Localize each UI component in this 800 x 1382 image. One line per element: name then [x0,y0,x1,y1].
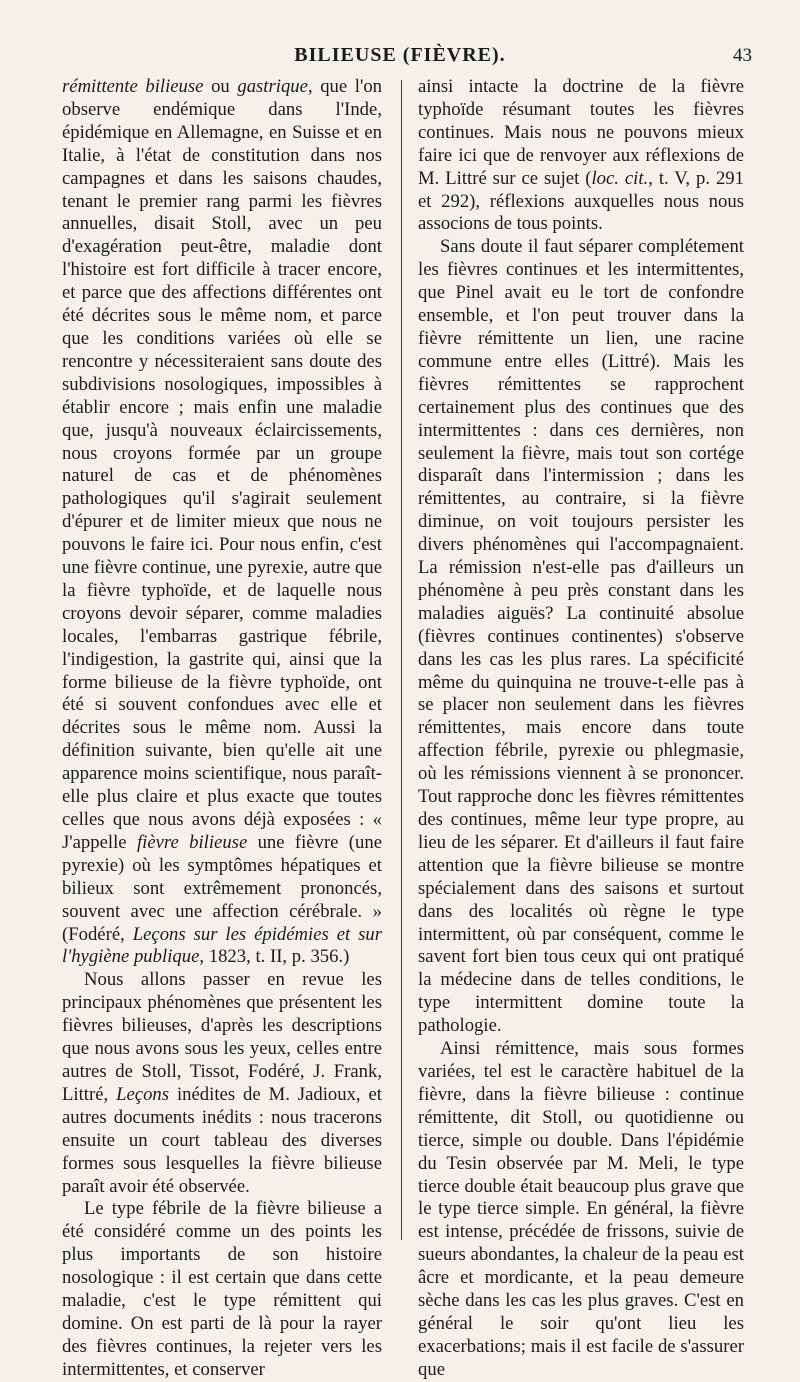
text-run: inédites de M. Jadioux, et autres documents inédits : nous tracerons ensuite un court tableau des diverses formes sous lesquelles la fièvre bilieuse paraît avoir été observée. [62,1083,382,1197]
italic-term: Leçons [116,1083,170,1105]
paragraph: Sans doute il faut séparer complétement les fièvres continues et les intermittentes, que Pinel avait eu le tort de confondre ensemble, et l'on peut trouver dans la fièvre rémittente un lien, une racine commune entre elles (Littré). Mais les fièvres rémittentes se rapprochent certainement plus des continues que des intermittentes : dans ces dernières, non seulement la fièvre, mais tout son cortége disparaît dans l'intermission ; dans les rémittentes, au contraire, si la fièvre diminue, on voit toujours persister les divers phénomènes qui l'accompagnaient. La rémission n'est-elle pas d'ailleurs un phénomène à peu près constant dans les maladies aiguës? La continuité absolue (fièvres continues continentes) s'observe dans les cas les plus rares. La spécificité même du quinquina ne trouve-t-elle pas à se placer non seulement dans les fièvres rémittentes, mais encore dans toute affection fébrile, pyrexie ou phlegmasie, où les rémissions viennent à se prononcer. Tout rapproche donc les fièvres rémittentes des continues, même leur type propre, au lieu de les séparer. Et d'ailleurs il faut faire attention que la fièvre bilieuse se montre spécialement dans des saisons et surtout dans des localités où règne le type intermittent, où par conséquent, comme le savent fort bien tous ceux qui ont pratiqué la médecine dans de telles conditions, le type intermittent domine toute la pathologie. [418,236,744,1037]
italic-citation: Leçons sur les épidémies et sur l'hygiène publique [62,923,382,968]
paragraph [62,969,382,1198]
italic-term: rémittente bilieuse [62,76,204,97]
paragraph [62,76,382,969]
running-header [0,44,800,74]
text-run: une fièvre (une pyrexie) où les symptômes hépatiques et bilieux sont extrêmement prononcés, souvent avec une affection cérébrale. » (Fodéré, [62,831,382,945]
text-run: , 1823, t. II, p. 356.) [199,946,350,968]
page-number: 43 [733,45,752,66]
text-run: ainsi intacte la doctrine de la fièvre typhoïde résumant toutes les fièvres continues. Mais nous ne pouvons mieux faire ici que de renvoyer aux réflexions de M. Littré sur ce sujet ( [418,76,744,189]
italic-citation: loc. cit. [591,167,649,189]
italic-term: gastrique [237,76,308,97]
paragraph: Ainsi rémittence, mais sous formes variées, tel est le caractère habituel de la fièvre, dans la fièvre bilieuse : continue rémittente, dit Stoll, ou quotidienne ou tierce, simple ou double. Dans l'épidémie du Tesin observée par M. Meli, le type tierce double était beaucoup plus grave que le type tierce simple. En général, la fièvre est intense, précédée de frissons, suivie de sueurs abondantes, la chaleur de la peau est âcre et mordicante, et la peau demeure sèche dans les cas les plus graves. C'est en général le soir qu'ont lieu les exacerbations; mais il est facile de s'assurer que [418,1038,744,1380]
column-divider [401,80,402,1240]
paragraph [418,76,744,236]
text-run: , que l'on observe endémique dans l'Inde, épidémique en Allemagne, en Suisse et en Italie, à l'état de constitution dans nos campagnes et dans les saisons chaudes, tenant le premier rang parmi les fièvres annuelles, disait Stoll, avec un peu d'exagération peut-être, maladie dont l'histoire est fort difficile à tracer encore, et parce que des affections différentes ont été décrites sous le même nom, et parce que les conditions variées où elle se rencontre y nécessiteraient sans doute des subdivisions nosologiques, impossibles à établir encore ; mais enfin une maladie que, jusqu'à nouveaux éclaircissements, nous croyons formée par un groupe naturel de cas et de phénomènes pathologiques qu'il s'agirait seulement d'épurer et de limiter mieux que nous ne pouvons le faire ici. Pour nous enfin, c'est une fièvre continue, une pyrexie, autre que la fièvre typhoïde, et de laquelle nous croyons devoir séparer, comme maladies locales, l'embarras gastrique fébrile, l'indigestion, la gastrite qui, ainsi que la forme bilieuse de la fièvre typhoïde, ont été si souvent confondues avec elle et décrites sous le même nom. Aussi la définition suivante, bien qu'elle ait une apparence moins scientifique, nous paraît-elle plus claire et plus exacte que toutes celles que nous avons déjà exposées : « J'appelle [62,76,382,853]
page-title: BILIEUSE (FIÈVRE). [294,44,506,66]
italic-term: fièvre bilieuse [136,831,248,853]
right-column [418,76,744,1382]
left-column [62,76,382,1382]
text-run: , t. V, p. 291 et 292), réflexions auxquelles nous nous associons de tous points. [418,167,744,235]
text-run: Nous allons passer en revue les principaux phénomènes que présentent les fièvres bilieuses, d'après les descriptions que nous avons sous les yeux, celles entre autres de Stoll, Tissot, Fodéré, J. Frank, Littré, [62,969,382,1105]
paragraph: Le type fébrile de la fièvre bilieuse a été considéré comme un des points les plus importants de son histoire nosologique : il est certain que dans cette maladie, c'est le type rémittent qui domine. On est parti de là pour la rayer des fièvres continues, la rejeter vers les intermittentes, et conserver [62,1198,382,1380]
text-run: ou [203,76,238,97]
